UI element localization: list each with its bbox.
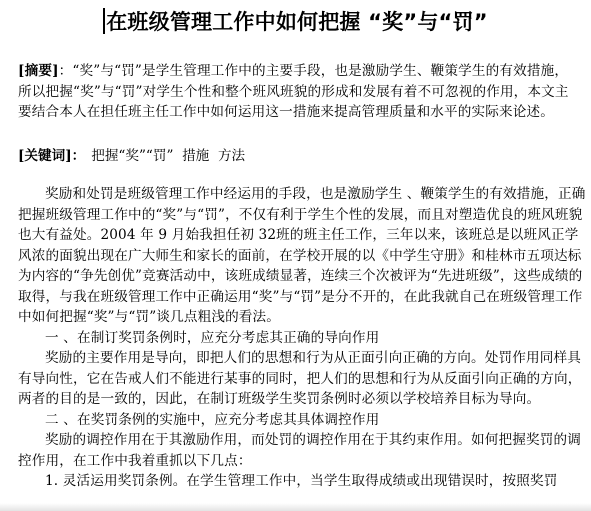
abstract-label: [摘要] (18, 63, 59, 79)
document-title[interactable]: 在班级管理工作中如何把握 “奖”与“罚” (106, 10, 488, 34)
section-heading[interactable]: 二 、在奖罚条例的实施中，应充分考虑其具体调控作用 (45, 411, 380, 428)
keywords-line[interactable] (18, 146, 245, 166)
page-bottom-fade (0, 503, 591, 511)
keyword-item: 方法 (217, 148, 246, 164)
abstract-paragraph[interactable] (18, 61, 580, 123)
keyword-item: 措施 (182, 148, 210, 164)
keyword-list (91, 148, 245, 164)
keywords-separator: ： (71, 148, 86, 164)
body-paragraph[interactable]: 奖励的调控作用在于其激励作用，而处罚的调控作用在于其约束作用。如何把握奖罚的调控作用，在工作中我着重抓以下几点： (18, 432, 582, 469)
body-paragraph[interactable]: 奖励和处罚是班级管理工作中经运用的手段，也是激励学生 、鞭策学生的有效措施，正确把握班级管理工作中的“奖”与“罚”，不仅有利于学生个性的发展，而且对塑造优良的班风班貌也大有益处。2004 年 9 月始我担任初 32班的班主任工作，三年以来，该班总是以班风正学风浓的面貌出现在广大师生和家长的面前，在学校开展的以《中学生守册》和桂林市五项达标为内容的“争先创优”竞赛活动中，该班成绩显著，连续三个次被评为“先进班级”，这些成绩的取得，与我在班级管理工作中正确运用“奖”与“罚”是分不开的，在此我就自己在班级管理工作中如何把握“奖”与“罚”谈几点粗浅的看法。 (18, 186, 586, 325)
keyword-item: 把握“奖”“罚” (91, 148, 174, 164)
list-item[interactable]: 1. 灵活运用奖罚条例。在学生管理工作中，当学生取得成绩或出现错误时，按照奖罚 (45, 473, 558, 489)
document-body (18, 184, 586, 492)
section-heading[interactable]: 一 、在制订奖罚条例时，应充分考虑其正确的导向作用 (45, 329, 380, 346)
keywords-label: [关键词] (18, 148, 72, 164)
body-paragraph[interactable]: 奖励的主要作用是导向，即把人们的思想和行为从正面引向正确的方向。处罚作用同样具有导向性，它在告戒人们不能进行某事的同时，把人们的思想和行为从反面引向正确的方向，两者的目的是一致的，因此，在制订班级学生奖罚条例时必须以学校培养目标为导向。 (18, 350, 582, 407)
text-cursor (103, 8, 105, 34)
title-row (0, 6, 591, 36)
abstract-text: ：“奖”与“罚”是学生管理工作中的主要手段，也是激励学生、鞭策学生的有效措施，所以把握“奖”与“罚”对学生个性和整个班风班貌的形成和发展有着不可忽视的作用，本文主要结合本人在担任班主任工作中如何运用这一措施来提高管理质量和水平的实际来论述。 (18, 63, 569, 121)
